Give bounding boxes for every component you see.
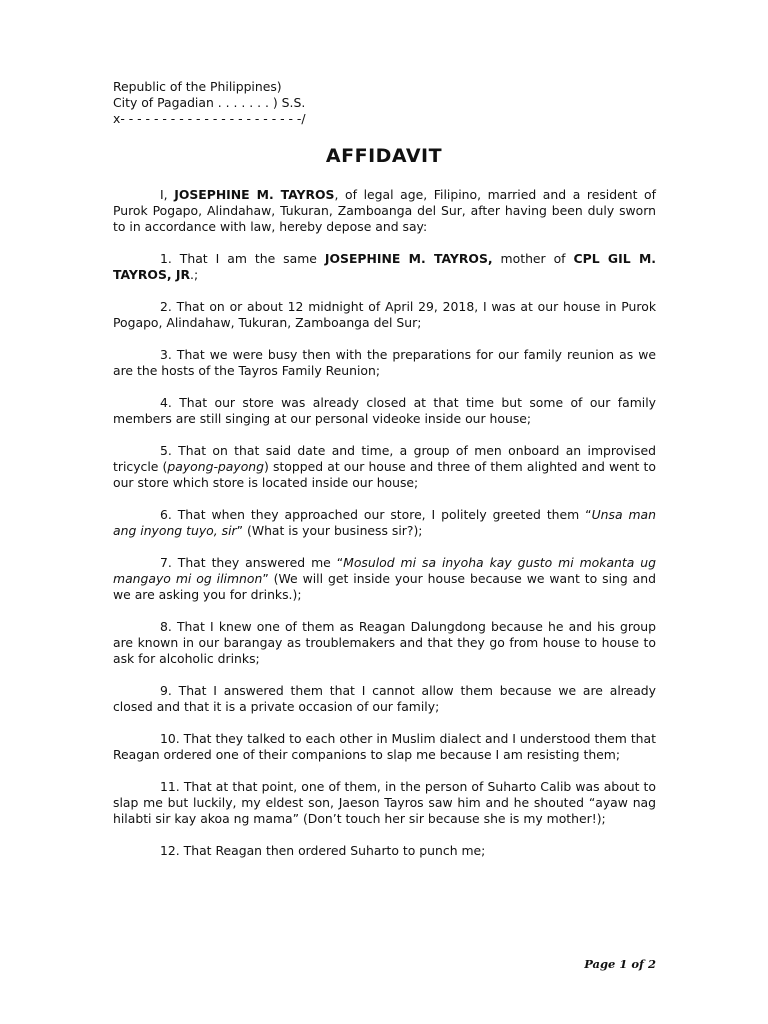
affidavit-body [113,187,656,859]
page-number: Page 1 of 2 [584,957,656,971]
affiant-name: JOSEPHINE M. TAYROS [174,187,335,202]
paragraph-11: 11. That at that point, one of them, in the person of Suharto Calib was about to slap me but luckily, my eldest son, Jaeson Tayros saw him and he shouted “ayaw nag hilabti sir kay akoa ng mama” (Don’t touch her sir because she is my mother!); [113,779,656,826]
caption-republic: Republic of the Philippines) [113,79,282,94]
venue-caption [113,79,306,127]
son-name: CPL GIL M. TAYROS, JR [113,251,656,282]
paragraph-4: 4. That our store was already closed at that time but some of our family members are still singing at our personal videoke inside our house; [113,395,656,426]
affiant-name: JOSEPHINE M. TAYROS, [324,251,493,266]
paragraph-2: 2. That on or about 12 midnight of April 29, 2018, I was at our house in Purok Pogapo, Alindahaw, Tukuran, Zamboanga del Sur; [113,299,656,330]
paragraph-9: 9. That I answered them that I cannot allow them because we are already closed and that it is a private occasion of our family; [113,683,656,714]
paragraph-5: 5. That on that said date and time, a group of men onboard an improvised tricycle (payong-payong) stopped at our house and three of them alighted and went to our store which store is located inside our house; [113,443,656,490]
caption-city: City of Pagadian . . . . . . . ) S.S. [113,95,306,110]
paragraph-1: 1. That I am the same JOSEPHINE M. TAYROS, mother of CPL GIL M. TAYROS, JR.; [113,251,656,282]
caption-divider: x- - - - - - - - - - - - - - - - - - - - - -/ [113,111,306,126]
paragraph-intro: I, JOSEPHINE M. TAYROS, of legal age, Filipino, married and a resident of Purok Pogapo, Alindahaw, Tukuran, Zamboanga del Sur, after having been duly sworn to in accordance with law, hereby depose and say: [113,187,656,234]
document-title: AFFIDAVIT [325,145,443,167]
paragraph-6: 6. That when they approached our store, I politely greeted them “Unsa man ang inyong tuyo, sir” (What is your business sir?); [113,507,656,538]
paragraph-7: 7. That they answered me “Mosulod mi sa inyoha kay gusto mi mokanta ug mangayo mi og ilimnon” (We will get inside your house because we want to sing and we are asking you for drinks.); [113,555,656,602]
paragraph-3: 3. That we were busy then with the preparations for our family reunion as we are the hosts of the Tayros Family Reunion; [113,347,656,378]
paragraph-10: 10. That they talked to each other in Muslim dialect and I understood them that Reagan ordered one of their companions to slap me because I am resisting them; [113,731,656,762]
paragraph-12: 12. That Reagan then ordered Suharto to punch me; [160,843,486,858]
paragraph-8: 8. That I knew one of them as Reagan Dalungdong because he and his group are known in our barangay as troublemakers and that they go from house to house to ask for alcoholic drinks; [113,619,656,666]
